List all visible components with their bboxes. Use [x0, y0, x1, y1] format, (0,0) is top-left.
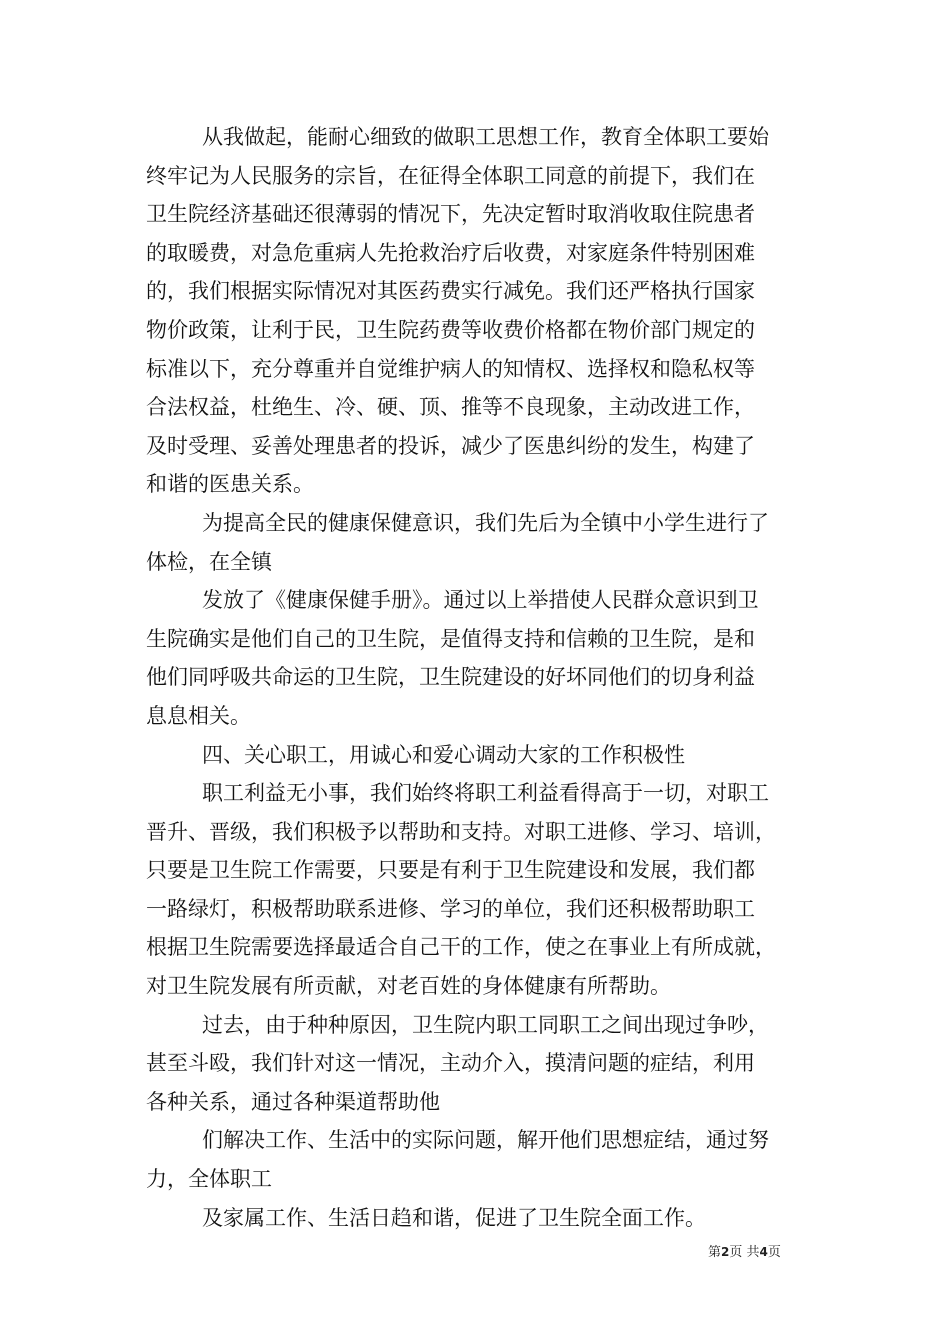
text-line: 合法权益，杜绝生、冷、硬、顶、推等不良现象，主动改进工作，	[146, 395, 755, 420]
document-body	[146, 118, 816, 1237]
text-line: 物价政策，让利于民，卫生院药费等收费价格都在物价部门规定的	[146, 317, 755, 342]
text-line: 他们同呼吸共命运的卫生院，卫生院建设的好坏同他们的切身利益	[146, 665, 755, 690]
text-line: 息息相关。	[146, 703, 251, 728]
total-page-number: 4	[759, 1245, 768, 1259]
text-line: 和谐的医患关系。	[146, 472, 314, 497]
page-number-footer	[708, 1244, 781, 1261]
text-line: 四、关心职工，用诚心和爱心调动大家的工作积极性	[202, 742, 685, 767]
text-line: 甚至斗殴，我们针对这一情况，主动介入，摸清问题的症结，利用	[146, 1051, 755, 1076]
text-line: 力，全体职工	[146, 1167, 272, 1192]
text-line: 卫生院经济基础还很薄弱的情况下，先决定暂时取消收取住院患者	[146, 202, 755, 227]
text-line: 及家属工作、生活日趋和谐，促进了卫生院全面工作。	[202, 1205, 706, 1230]
text-line: 各种关系，通过各种渠道帮助他	[146, 1089, 440, 1114]
footer-suffix: 页	[767, 1245, 781, 1260]
text-line: 根据卫生院需要选择最适合自己干的工作，使之在事业上有所成就，	[146, 935, 776, 960]
footer-middle: 页 共	[729, 1245, 760, 1260]
text-line: 发放了《健康保健手册》。通过以上举措使人民群众意识到卫	[202, 588, 759, 613]
text-line: 只要是卫生院工作需要，只要是有利于卫生院建设和发展，我们都	[146, 858, 755, 883]
text-line: 职工利益无小事，我们始终将职工利益看得高于一切，对职工	[202, 781, 769, 806]
text-line: 从我做起，能耐心细致的做职工思想工作，教育全体职工要始	[202, 125, 769, 149]
text-line: 的取暖费，对急危重病人先抢救治疗后收费，对家庭条件特别困难	[146, 240, 755, 265]
text-line: 对卫生院发展有所贡献，对老百姓的身体健康有所帮助。	[146, 974, 671, 999]
text-line: 过去，由于种种原因，卫生院内职工同职工之间出现过争吵，	[202, 1012, 769, 1037]
text-line: 生院确实是他们自己的卫生院，是值得支持和信赖的卫生院，是和	[146, 626, 755, 651]
text-line: 体检，在全镇	[146, 549, 272, 574]
text-line: 终牢记为人民服务的宗旨，在征得全体职工同意的前提下，我们在	[146, 163, 755, 188]
footer-prefix: 第	[708, 1245, 722, 1260]
text-line: 及时受理、妥善处理患者的投诉，减少了医患纠纷的发生，构建了	[146, 433, 755, 458]
current-page-number: 2	[721, 1245, 730, 1259]
text-line: 为提高全民的健康保健意识，我们先后为全镇中小学生进行了	[202, 510, 769, 535]
text-line: 的，我们根据实际情况对其医药费实行减免。我们还严格执行国家	[146, 279, 755, 304]
text-line: 标准以下，充分尊重并自觉维护病人的知情权、选择权和隐私权等	[146, 356, 755, 381]
text-line: 一路绿灯，积极帮助联系进修、学习的单位，我们还积极帮助职工	[146, 896, 755, 921]
text-line: 们解决工作、生活中的实际问题，解开他们思想症结，通过努	[202, 1128, 769, 1153]
text-line: 晋升、晋级，我们积极予以帮助和支持。对职工进修、学习、培训，	[146, 819, 776, 844]
